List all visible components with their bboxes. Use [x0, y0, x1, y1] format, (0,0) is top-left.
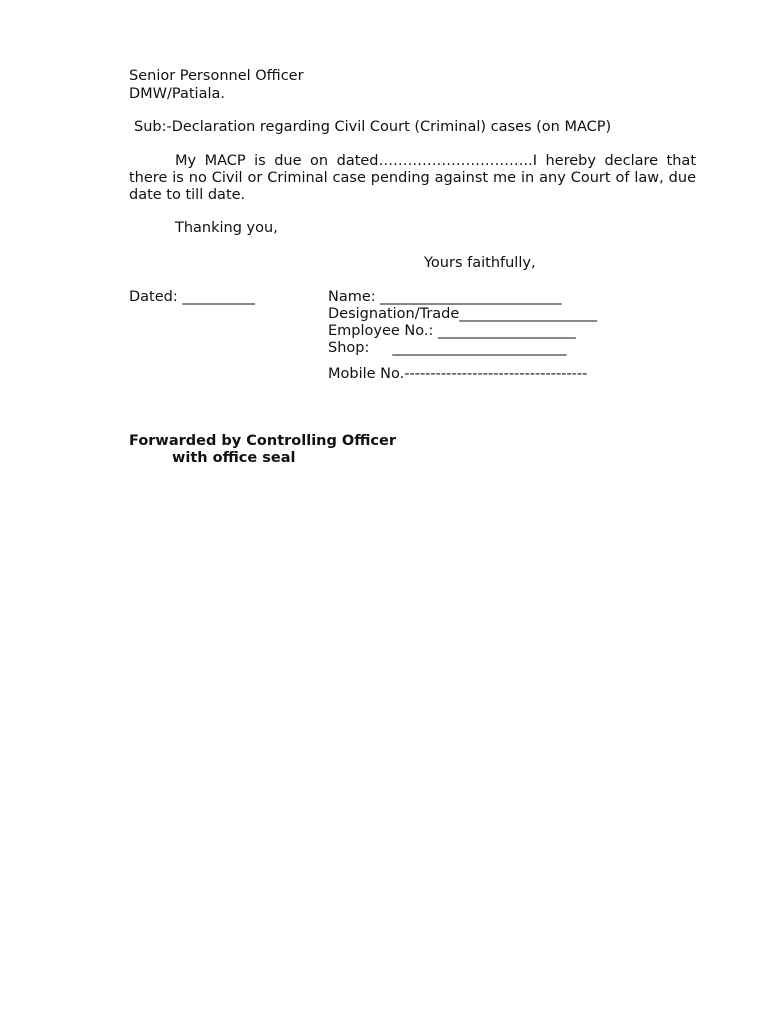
closing-line: Yours faithfully, [424, 255, 536, 271]
declaration-text: My MACP is due on dated…………………………..I hereby declare that there is no Civil or Criminal case pending against me in any Court of law, due date to till date. [129, 153, 696, 203]
addressee-line-2: DMW/Patiala. [129, 86, 225, 102]
thanks-line: Thanking you, [175, 220, 278, 236]
name-field: Name: _________________________ [328, 289, 562, 305]
subject-line: Sub:-Declaration regarding Civil Court (Criminal) cases (on MACP) [134, 119, 612, 135]
addressee-line-1: Senior Personnel Officer [129, 68, 304, 84]
dated-field: Dated: __________ [129, 289, 255, 305]
employee-no-field: Employee No.: ___________________ [328, 323, 576, 339]
shop-field: Shop: ________________________ [328, 340, 567, 356]
forwarded-line-1: Forwarded by Controlling Officer [129, 433, 396, 449]
mobile-field: Mobile No.----------------------------------- [328, 366, 588, 382]
designation-field: Designation/Trade___________________ [328, 306, 598, 322]
declaration-paragraph [129, 153, 696, 204]
forwarded-line-2: with office seal [172, 450, 296, 466]
